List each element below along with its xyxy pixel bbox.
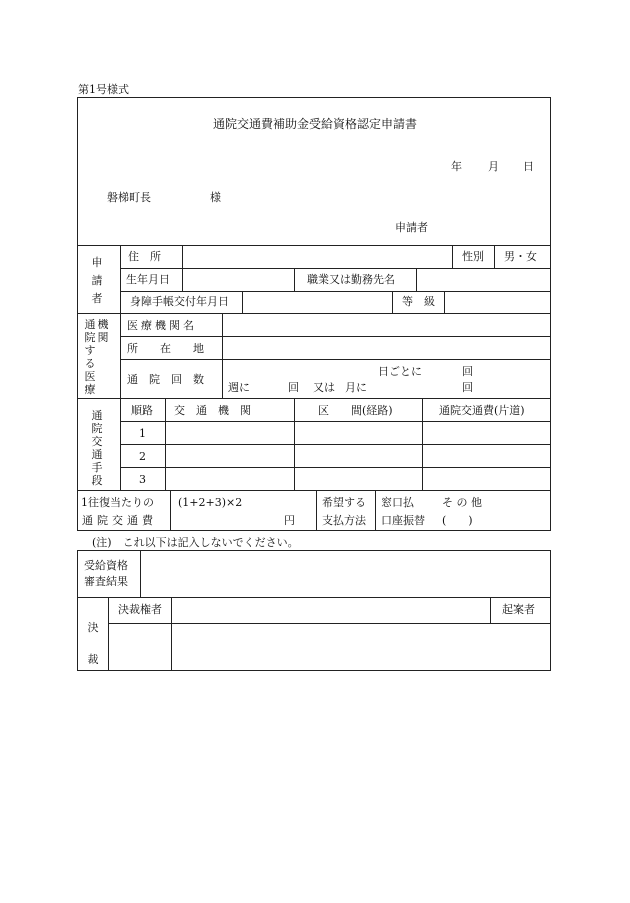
col-means-header: 交 通 機 関 <box>174 404 251 417</box>
review-label-line2: 審査結果 <box>84 575 128 588</box>
disability-book-date-label: 身障手帳交付年月日 <box>130 295 229 308</box>
decision-authority-label: 決裁権者 <box>118 603 162 616</box>
birthdate-label: 生年月日 <box>126 273 170 286</box>
payment-option-bracket[interactable]: ( ) <box>442 514 473 527</box>
yen-unit: 円 <box>284 514 295 527</box>
note-text: (注) これ以下は記入しないでください。 <box>92 536 299 549</box>
location-field[interactable] <box>222 338 550 358</box>
route-section-field[interactable] <box>295 468 421 489</box>
location-label: 所 在 地 <box>127 342 204 355</box>
col-section-header: 区 間(経路) <box>318 404 393 417</box>
institution-label: 医療機関名 <box>127 319 197 332</box>
route-fare-field[interactable] <box>423 445 550 466</box>
date-month-label: 月 <box>488 160 499 173</box>
occupation-field[interactable] <box>416 270 550 290</box>
applicant-label: 申請者 <box>395 221 428 234</box>
address-field[interactable] <box>182 247 452 267</box>
route-fare-field[interactable] <box>423 468 550 489</box>
visits-times-1: 回 <box>462 365 473 378</box>
authority-stamp-field[interactable] <box>109 625 170 669</box>
medical-side-label-col2: 通 院 す る 医 療 <box>84 318 96 396</box>
route-means-field[interactable] <box>166 445 293 466</box>
payment-method-label-line2: 支払方法 <box>322 514 366 527</box>
round-trip-formula: (1+2+3)×2 <box>178 496 243 509</box>
form-number-label: 第1号様式 <box>78 83 129 96</box>
applicant-side-label: 申 請 者 <box>91 256 103 305</box>
route-row-number: 1 <box>139 427 146 440</box>
route-fare-field[interactable] <box>423 422 550 443</box>
honorific-label: 様 <box>210 191 221 204</box>
date-year-label: 年 <box>451 160 462 173</box>
review-result-field[interactable] <box>141 552 549 596</box>
decision-side-label: 決 裁 <box>87 621 99 666</box>
visits-times-2: 回 <box>288 381 299 394</box>
visits-or: 又は <box>313 381 335 394</box>
payment-option-transfer[interactable]: 口座振替 <box>381 514 425 527</box>
visits-every-days: 日ごとに <box>378 365 422 378</box>
payment-option-other[interactable]: そ の 他 <box>442 496 482 509</box>
occupation-label: 職業又は勤務先名 <box>307 273 395 286</box>
route-means-field[interactable] <box>166 422 293 443</box>
route-row-number: 2 <box>139 450 146 463</box>
addressee-label: 磐梯町長 <box>107 191 151 204</box>
institution-field[interactable] <box>222 315 550 335</box>
drafter-label: 起案者 <box>502 603 535 616</box>
medical-side-label-col1: 機 関 <box>97 318 109 344</box>
transport-side-label: 通 院 交 通 手 段 <box>91 409 103 487</box>
round-trip-label-line1: 1往復当たりの <box>81 496 154 509</box>
date-day-label: 日 <box>523 160 534 173</box>
disability-book-date-field[interactable] <box>242 293 392 312</box>
review-label-line1: 受給資格 <box>84 559 128 572</box>
col-fare-header: 通院交通費(片道) <box>439 404 525 417</box>
decision-stamp-field[interactable] <box>172 625 549 669</box>
route-means-field[interactable] <box>166 468 293 489</box>
route-section-field[interactable] <box>295 422 421 443</box>
visits-label: 通 院 回 数 <box>127 373 204 386</box>
grade-field[interactable] <box>444 293 550 312</box>
visits-times-3: 回 <box>462 381 473 394</box>
round-trip-label-line2: 通院交通費 <box>82 514 157 527</box>
gender-label: 性別 <box>462 250 484 263</box>
gender-options[interactable]: 男・女 <box>504 250 537 263</box>
payment-option-counter[interactable]: 窓口払 <box>381 496 414 509</box>
visits-per-month: 月に <box>345 381 367 394</box>
payment-method-label-line1: 希望する <box>322 496 366 509</box>
address-label: 住 所 <box>128 250 161 263</box>
col-order-header: 順路 <box>131 404 153 417</box>
grade-label: 等 級 <box>402 295 435 308</box>
birthdate-field[interactable] <box>182 270 294 290</box>
visits-per-week: 週に <box>228 381 250 394</box>
route-section-field[interactable] <box>295 445 421 466</box>
form-title: 通院交通費補助金受給資格認定申請書 <box>212 117 417 131</box>
route-row-number: 3 <box>139 473 146 486</box>
